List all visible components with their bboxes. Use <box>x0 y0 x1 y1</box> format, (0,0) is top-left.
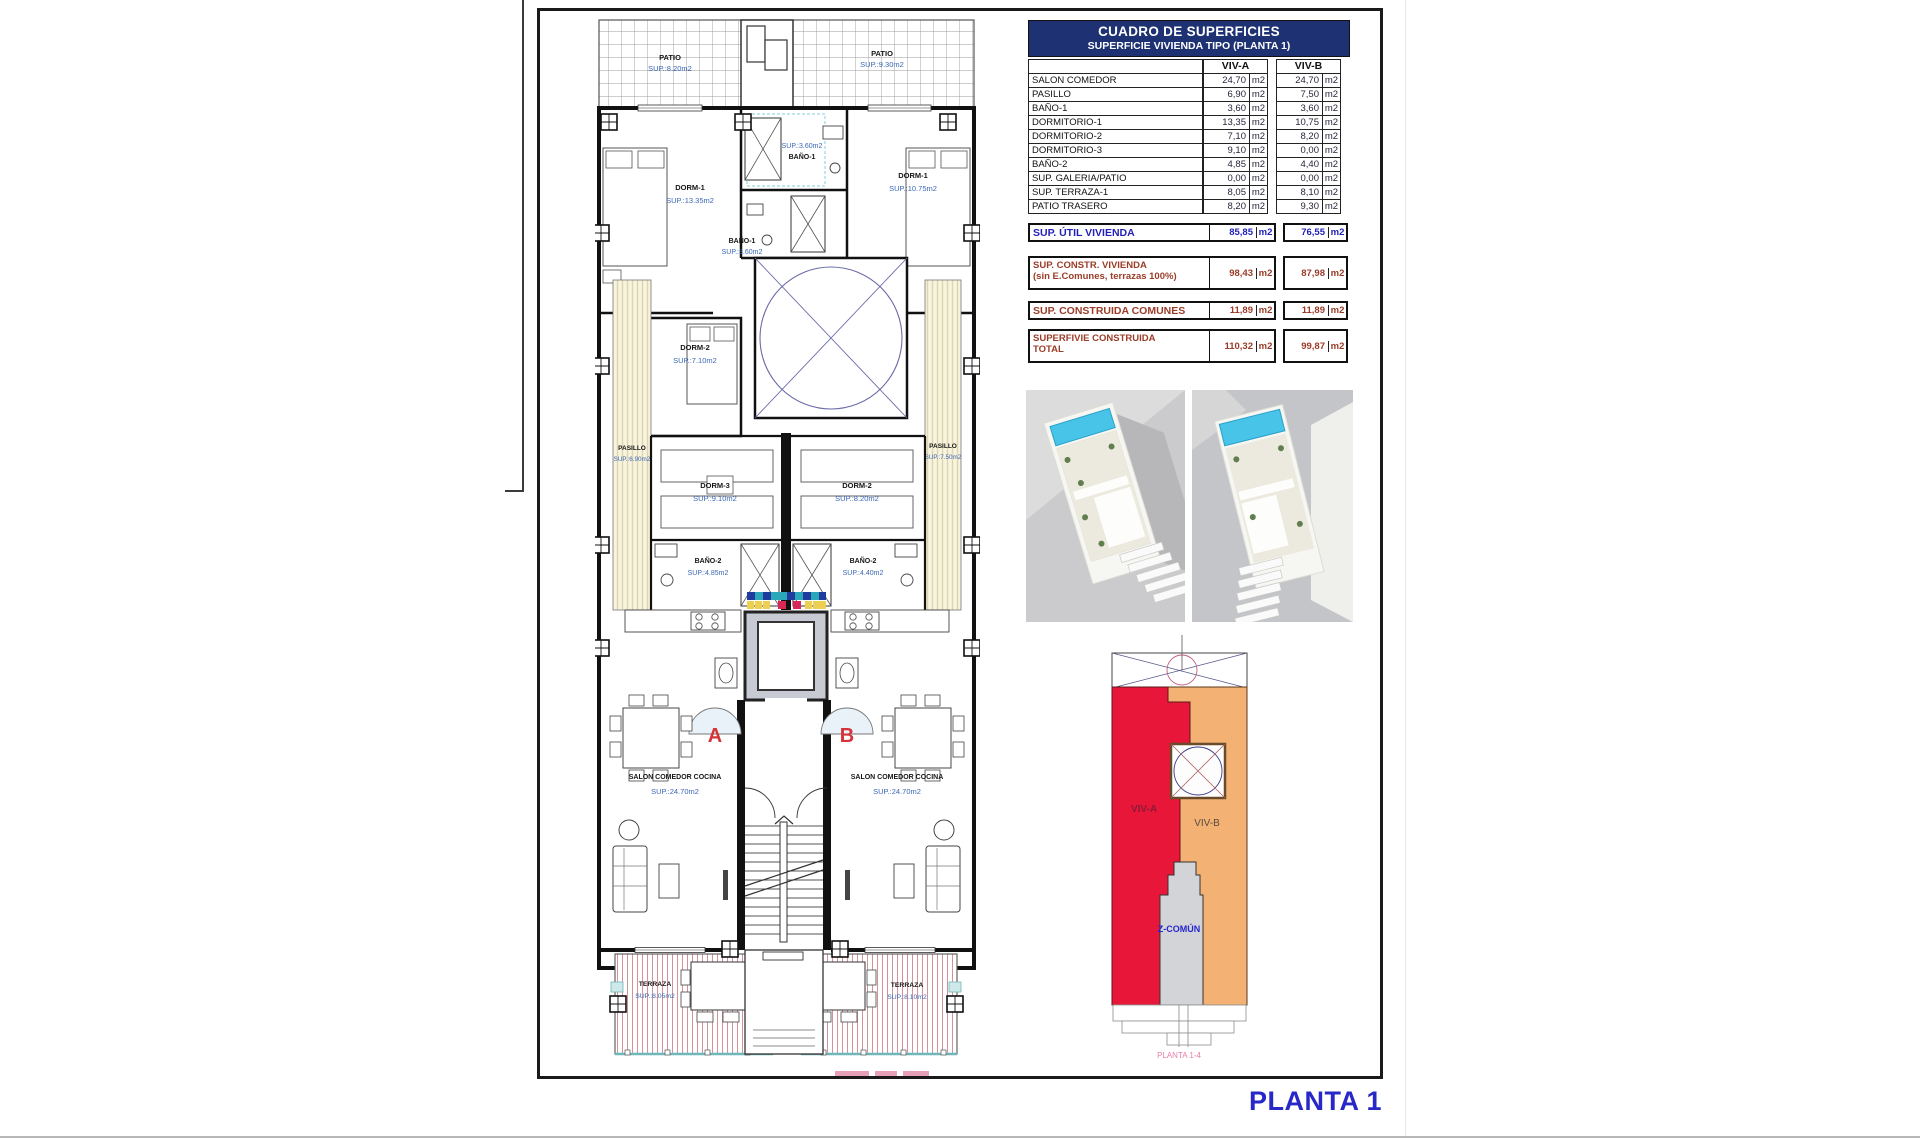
room-label-patio-right-sup: SUP.:9.30m2 <box>860 60 904 69</box>
room-label-patio-left-name: PATIO <box>659 53 681 62</box>
sheet-title: PLANTA 1 <box>1248 1086 1382 1116</box>
table-row: DORMITORIO-1 13,35 m2 10,75 m2 <box>1028 115 1350 130</box>
room-label-pasillo-left-name: PASILLO <box>618 445 646 452</box>
elevator <box>745 612 827 700</box>
diagram-lightwell <box>1171 744 1225 798</box>
viv-a-label: VIV-A <box>1130 804 1158 815</box>
diagram-entry-steps <box>1113 1005 1246 1045</box>
table-row: SALON COMEDOR 24,70 m2 24,70 m2 <box>1028 73 1350 88</box>
room-label-pasillo-right-name: PASILLO <box>929 443 957 450</box>
room-label-salon-left-name: SALON COMEDOR COCINA <box>628 774 722 781</box>
room-label-salon-right-sup: SUP.:24.70m2 <box>873 787 921 796</box>
room-label-dorm3-left-name: DORM-3 <box>700 481 730 490</box>
drawing-sheet <box>537 8 1383 1079</box>
column-header-viv-a: VIV-A <box>1203 59 1268 74</box>
room-label-bano2-left-sup: SUP.:4.85m2 <box>687 570 729 577</box>
pasillo-right <box>925 280 962 610</box>
room-label-dorm2-right-name: DORM-2 <box>842 481 872 490</box>
room-label-dorm1-left-name: DORM-1 <box>675 183 705 192</box>
column-header-empty <box>1028 59 1203 74</box>
diagram-caption: PLANTA 1-4 <box>1157 1051 1201 1060</box>
patio-band <box>599 20 974 108</box>
table-subtitle: SUPERFICIE VIVIENDA TIPO (PLANTA 1) <box>1087 40 1291 52</box>
room-label-dorm1-left-sup: SUP.:13.35m2 <box>666 196 714 205</box>
room-label-terraza-right-sup: SUP.:8.10m2 <box>887 994 927 1001</box>
floor-plan-drawing <box>595 18 980 1080</box>
summary-construida-comunes: SUP. CONSTRUIDA COMUNES 11,89 m2 11,89 m2 <box>1028 301 1350 320</box>
table-title: CUADRO DE SUPERFICIES <box>1098 24 1280 39</box>
summary-construida-total: SUPERFIVIE CONSTRUIDA TOTAL 110,32 m2 99,87 m2 <box>1028 329 1350 363</box>
diagram-top-patio <box>1112 635 1247 688</box>
column-header-viv-b: VIV-B <box>1276 59 1341 74</box>
terrace-right <box>801 954 961 1055</box>
viv-b-label: VIV-B <box>1194 818 1220 829</box>
room-label-terraza-left-name: TERRAZA <box>638 981 672 988</box>
z-comun-label: Z-COMÚN <box>1157 924 1201 934</box>
room-label-patio-left-sup: SUP.:8.20m2 <box>648 64 692 73</box>
lightwell <box>755 258 907 418</box>
party-wall <box>781 433 791 610</box>
table-row: DORMITORIO-3 9,10 m2 0,00 m2 <box>1028 143 1350 158</box>
room-label-bano1-left-sup: SUP.:3.60m2 <box>721 249 763 256</box>
margin-line <box>522 0 524 492</box>
table-row: BAÑO-1 3,60 m2 3,60 m2 <box>1028 101 1350 116</box>
margin-line-tick <box>505 490 523 492</box>
room-label-terraza-right-name: TERRAZA <box>890 982 924 989</box>
room-label-dorm2-left-sup: SUP.:7.10m2 <box>673 356 717 365</box>
table-row: SUP. TERRAZA-1 8,05 m2 8,10 m2 <box>1028 185 1350 200</box>
room-label-pasillo-right-sup: SUP.:7.50m2 <box>924 454 962 461</box>
page-bottom-edge <box>0 1136 1920 1138</box>
table-column-headers <box>1028 59 1350 74</box>
render-right <box>1187 390 1353 622</box>
room-label-bano1-right-sup: SUP.:3.60m2 <box>781 143 823 150</box>
table-row: PATIO TRASERO 8,20 m2 9,30 m2 <box>1028 199 1350 214</box>
room-label-terraza-left-sup: SUP.:8.05m2 <box>635 993 675 1000</box>
clipped-pink-marks <box>835 1071 929 1076</box>
unit-a-letter: A <box>707 725 723 747</box>
room-label-bano2-right-name: BAÑO-2 <box>849 558 877 565</box>
core-wall-right <box>823 700 831 950</box>
unit-key-diagram <box>1097 630 1257 1076</box>
core-wall-left <box>737 700 745 950</box>
table-row: BAÑO-2 4,85 m2 4,40 m2 <box>1028 157 1350 172</box>
pasillo-left <box>613 280 651 610</box>
render-left <box>1026 390 1211 622</box>
table-row: SUP. GALERIA/PATIO 0,00 m2 0,00 m2 <box>1028 171 1350 186</box>
room-label-dorm1-right-sup: SUP.:10.75m2 <box>889 184 937 193</box>
room-label-bano1-right-name: BAÑO-1 <box>788 154 816 161</box>
page-fold-line <box>1405 0 1406 1136</box>
summary-constr-vivienda: SUP. CONSTR. VIVIENDA (sin E.Comunes, terrazas 100%) 98,43 m2 87,98 m2 <box>1028 256 1350 290</box>
room-label-dorm2-right-sup: SUP.:8.20m2 <box>835 494 879 503</box>
room-label-salon-left-sup: SUP.:24.70m2 <box>651 787 699 796</box>
summary-util-vivienda: SUP. ÚTIL VIVIENDA 85,85 m2 76,55 m2 <box>1028 223 1350 242</box>
entry-shaft <box>745 950 823 1054</box>
room-label-dorm2-left-name: DORM-2 <box>680 343 710 352</box>
room-label-bano2-right-sup: SUP.:4.40m2 <box>842 570 884 577</box>
room-label-dorm1-right-name: DORM-1 <box>898 171 928 180</box>
room-label-bano2-left-name: BAÑO-2 <box>694 558 722 565</box>
table-row: DORMITORIO-2 7,10 m2 8,20 m2 <box>1028 129 1350 144</box>
unit-b-letter: B <box>839 725 855 747</box>
room-label-patio-right-name: PATIO <box>871 49 893 58</box>
table-row: PASILLO 6,90 m2 7,50 m2 <box>1028 87 1350 102</box>
room-label-dorm3-left-sup: SUP.:9.10m2 <box>693 494 737 503</box>
render-panel <box>1026 390 1353 622</box>
surface-table-header <box>1028 20 1350 57</box>
room-label-pasillo-left-sup: SUP.:6.90m2 <box>613 456 651 463</box>
surface-table <box>1028 20 1350 363</box>
room-label-salon-right-name: SALON COMEDOR COCINA <box>850 774 944 781</box>
room-label-bano1-left-name: BAÑO-1 <box>728 238 756 245</box>
